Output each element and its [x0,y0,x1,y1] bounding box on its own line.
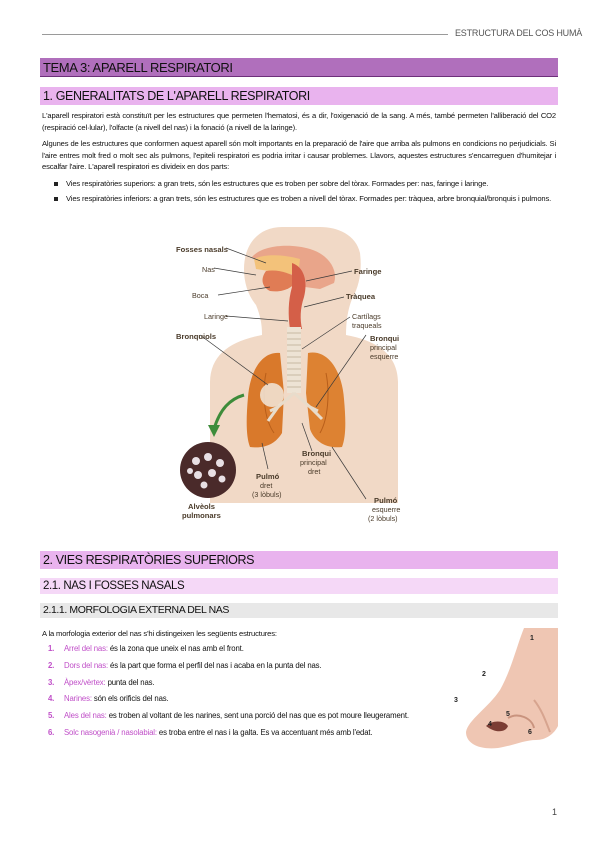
marker-5: 5 [506,711,510,718]
list-item [48,710,458,727]
label-laringe: Laringe [204,312,228,321]
page-number: 1 [552,807,558,817]
label-traquea: Tràquea [346,292,376,301]
item-text: són els orificis del nas. [91,694,169,704]
item-number: 5. [48,711,55,721]
section-1-paragraph-2: Algunes de les estructures que conformen aquest aparell són molt importants en la preparació de l'aire que arriba als pulmons en condicions no perjudicials. Si l'aire entres molt fred o molt sec als pulmons, l'epiteli respiratori es podria irritar i causar problemes. Llavors, aquestes estructures s'encarreguen d'humitejar i escalfar l'aire. L'aparell respiratori es divideix en dos parts: [42,139,556,171]
item-text: és la zona que uneix el nas amb el front. [107,644,244,653]
item-number: 4. [48,694,55,704]
item-number: 3. [48,677,55,687]
label-pulmo-esquerre-2: esquerre [372,505,401,514]
item-text: punta del nas. [105,677,155,687]
list-item [48,660,458,677]
label-nas: Nas [202,265,215,274]
list-item [48,693,458,710]
item-term: Arrel del nas: [64,644,108,653]
label-traqueals: traqueals [352,321,382,330]
label-bronqui-dret-3: dret [308,467,321,476]
nose-intro: A la morfologia exterior del nas s'hi distingeixen les següents estructures: [42,629,277,638]
marker-4: 4 [488,721,492,728]
bullet-item: Vies respiratòries superiors: a gran trets, són les estructures que es troben per sobre del tòrax. Formades per: nas, faringe i laringe. [52,178,556,190]
section-2-1-1-title: 2.1.1. MORFOLOGIA EXTERNA DEL NAS [40,603,558,618]
header-rule [42,34,448,35]
nose-structures-list [48,643,458,744]
item-text: es troben al voltant de les narines, sent una porció del nas que es pot moure lleugerament. [106,711,409,721]
label-pulmo-esquerre-3: (2 lòbuls) [368,514,398,523]
list-item [48,677,458,694]
running-title: ESTRUCTURA DEL COS HUMÀ [455,28,583,38]
item-text: es troba entre el nas i la galta. Es va accentuant més amb l'edat. [156,727,373,737]
item-term: Àpex/vèrtex: [64,677,106,687]
label-pulmo-dret-3: (3 lòbuls) [252,490,282,499]
item-number: 2. [48,660,55,670]
marker-1: 1 [530,635,534,642]
label-bronqui-esquerre: Bronqui [370,334,400,343]
label-bronquiols: Bronquiols [176,332,217,341]
section-1-bullet-list [52,178,556,204]
list-item [48,643,458,660]
label-bronqui-dret: Bronqui [302,449,332,458]
item-term: Ales del nas: [64,711,107,721]
label-faringe: Faringe [354,267,382,276]
section-2-1-title: 2.1. NAS I FOSSES NASALS [40,578,558,594]
section-1-paragraph-1: L'aparell respiratori està constituït per les estructures que permeten l'hematosi, és a dir, l'oxigenació de la sang. A més, també permeten l'alliberació del CO2 (respiració cel·lular), l'olfacte (a nivell del nas) i la fonació (a nivell de la laringe). [42,111,556,132]
label-pulmo-esquerre: Pulmó [374,496,398,505]
item-number: 6. [48,727,55,737]
marker-6: 6 [528,729,532,736]
respiratory-system-figure [170,223,440,533]
section-1-title: 1. GENERALITATS DE L'APARELL RESPIRATORI [40,87,558,105]
item-number: 1. [48,644,55,653]
item-text: és la part que forma el perfil del nas i acaba en la punta del nas. [108,660,322,670]
label-fosses-nasals: Fosses nasals [176,245,228,254]
item-term: Narines: [64,694,92,704]
nose-figure [446,628,558,752]
label-bronqui-esquerre-2: principal [370,343,397,352]
label-pulmo-dret: Pulmó [256,472,280,481]
chapter-title: TEMA 3: APARELL RESPIRATORI [40,58,558,77]
label-pulmo-dret-2: dret [260,481,273,490]
label-cartilags: Cartílags [352,312,381,321]
list-item [48,727,458,744]
item-term: Dors del nas: [64,660,108,670]
section-2-title: 2. VIES RESPIRATÒRIES SUPERIORS [40,551,558,569]
label-bronqui-esquerre-3: esquerre [370,352,399,361]
label-boca: Boca [192,291,209,300]
label-alveols-2: pulmonars [182,511,221,520]
marker-2: 2 [482,671,486,678]
label-alveols: Alvèols [188,502,216,511]
item-term: Solc nasogenià / nasolabial: [64,727,157,737]
marker-3: 3 [454,697,458,704]
label-bronqui-dret-2: principal [300,458,327,467]
bullet-item: Vies respiratòries inferiors: a gran trets, són les estructures que es troben a nivell del tòrax. Formades per: tràquea, arbre bronquial/bronquis i pulmons. [52,193,556,205]
